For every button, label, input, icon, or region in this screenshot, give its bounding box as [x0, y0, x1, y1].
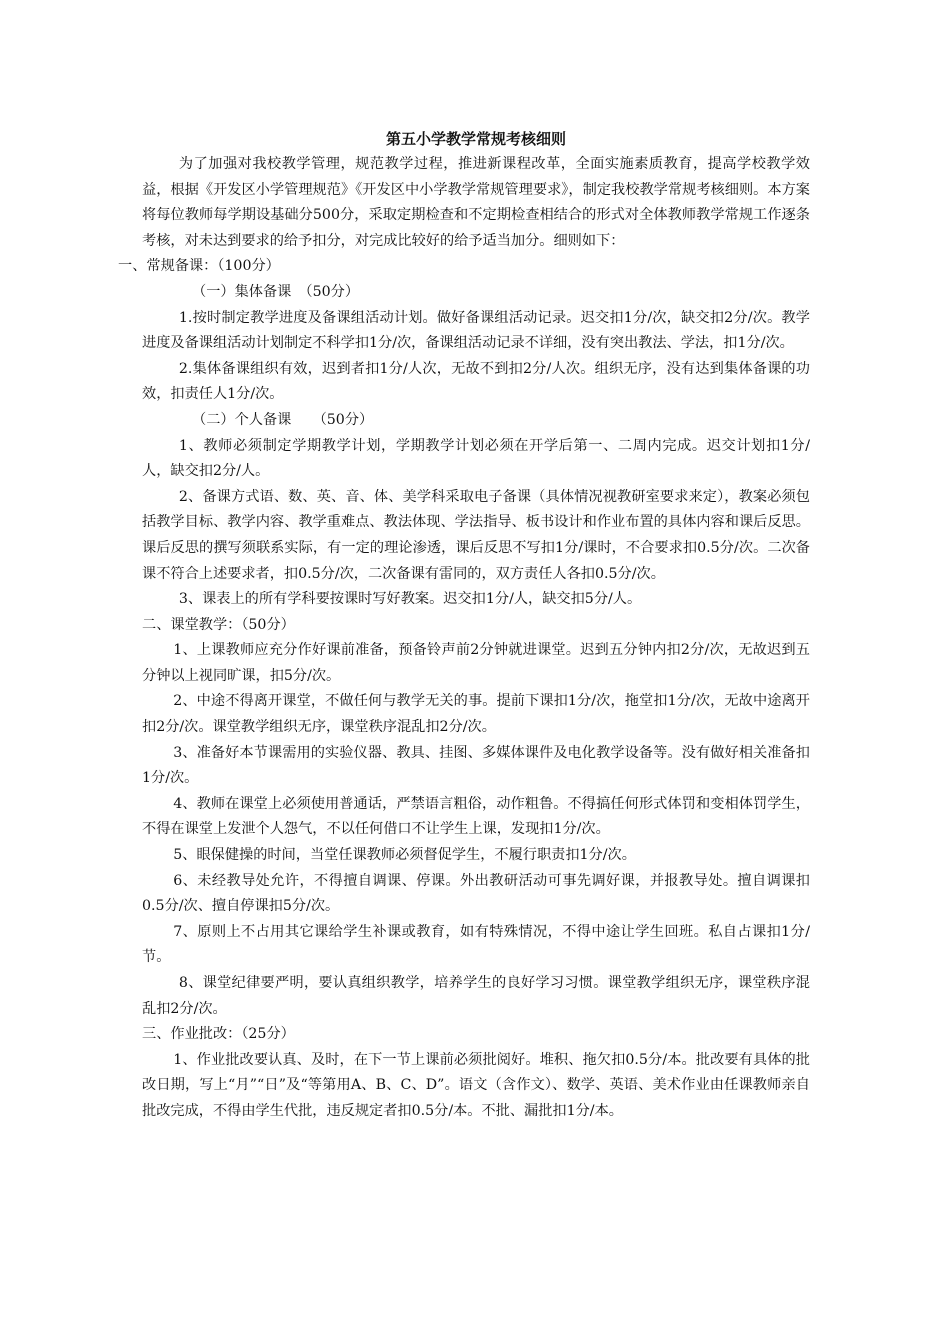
- section-heading: 二、课堂教学：（50分）: [142, 616, 295, 633]
- section-heading: 一、常规备课：（100分）: [118, 258, 280, 275]
- list-item: 5、眼保健操的时间，当堂任课教师必须督促学生，不履行职责扣1分/次。: [173, 847, 636, 864]
- document-title: 第五小学教学常规考核细则: [385, 130, 566, 148]
- list-item: 1、教师必须制定学期教学计划，学期教学计划必须在开学后第一、二周内完成。迟交计划扣1分/人，缺交扣2分/人。: [142, 437, 810, 480]
- list-item: 2.集体备课组织有效，迟到者扣1分/人次，无故不到扣2分/人次。组织无序，没有达到集体备课的功效，扣责任人1分/次。: [142, 360, 810, 403]
- list-item: 2、中途不得离开课堂，不做任何与教学无关的事。提前下课扣1分/次，拖堂扣1分/次，无故中途离开扣2分/次。课堂教学组织无序，课堂秩序混乱扣2分/次。: [142, 693, 810, 736]
- list-item: 1.按时制定教学进度及备课组活动计划。做好备课组活动记录。迟交扣1分/次，缺交扣2分/次。教学进度及备课组活动计划制定不科学扣1分/次，备课组活动记录不详细，没有突出教法、学法，扣1分/次。: [142, 309, 810, 352]
- section-heading: 三、作业批改：（25分）: [142, 1026, 295, 1043]
- list-item: 2、备课方式语、数、英、音、体、美学科采取电子备课（具体情况视教研室要求来定），教案必须包括教学目标、教学内容、教学重难点、教法体现、学法指导、板书设计和作业布置的具体内容和课后反思。课后反思的撰写须联系实际，有一定的理论渗透，课后反思不写扣1分/课时，不合要求扣0.5分/次。二次备课不符合上述要求者，扣0.5分/次，二次备课有雷同的，双方责任人各扣0.5分/次。: [142, 488, 810, 582]
- list-item: 8、课堂纪律要严明，要认真组织教学，培养学生的良好学习习惯。课堂教学组织无序，课堂秩序混乱扣2分/次。: [142, 975, 810, 1017]
- list-item: 3、课表上的所有学科要按课时写好教案。迟交扣1分/人，缺交扣5分/人。: [178, 591, 642, 608]
- list-item: 3、准备好本节课需用的实验仪器、教具、挂图、多媒体课件及电化教学设备等。没有做好相关准备扣1分/次。: [142, 744, 810, 787]
- subsection-heading: （二）个人备课 （50分）: [192, 411, 374, 428]
- list-item: 4、教师在课堂上必须使用普通话，严禁语言粗俗，动作粗鲁。不得搞任何形式体罚和变相体罚学生，不得在课堂上发泄个人怨气，不以任何借口不让学生上课，发现扣1分/次。: [142, 795, 810, 838]
- list-item: 6、未经教导处允许，不得擅自调课、停课。外出教研活动可事先调好课，并报教导处。擅自调课扣0.5分/次、擅自停课扣5分/次。: [142, 872, 810, 915]
- subsection-heading: （一）集体备课 （50分）: [192, 283, 360, 300]
- intro-paragraph: 为了加强对我校教学管理，规范教学过程，推进新课程改革，全面实施素质教育，提高学校教学效益，根据《开发区小学管理规范》《开发区中小学教学常规管理要求》，制定我校教学常规考核细则。本方案将每位教师每学期设基础分500分，采取定期检查和不定期检查相结合的形式对全体教师教学常规工作逐条考核，对未达到要求的给予扣分，对完成比较好的给予适当加分。细则如下：: [142, 156, 810, 249]
- list-item: 1、上课教师应充分作好课前准备，预备铃声前2分钟就进课堂。迟到五分钟内扣2分/次，无故迟到五分钟以上视同旷课，扣5分/次。: [142, 642, 810, 684]
- list-item: 1、作业批改要认真、及时，在下一节上课前必须批阅好。堆积、拖欠扣0.5分/本。批改要有具体的批改日期，写上“月”“日”及“等第用A、B、C、D”。语文（含作文）、数学、英语、美术作业由任课教师亲自批改完成，不得由学生代批，违反规定者扣0.5分/本。不批、漏批扣1分/本。: [142, 1051, 810, 1119]
- list-item: 7、原则上不占用其它课给学生补课或教育，如有特殊情况，不得中途让学生回班。私自占课扣1分/节。: [142, 923, 810, 966]
